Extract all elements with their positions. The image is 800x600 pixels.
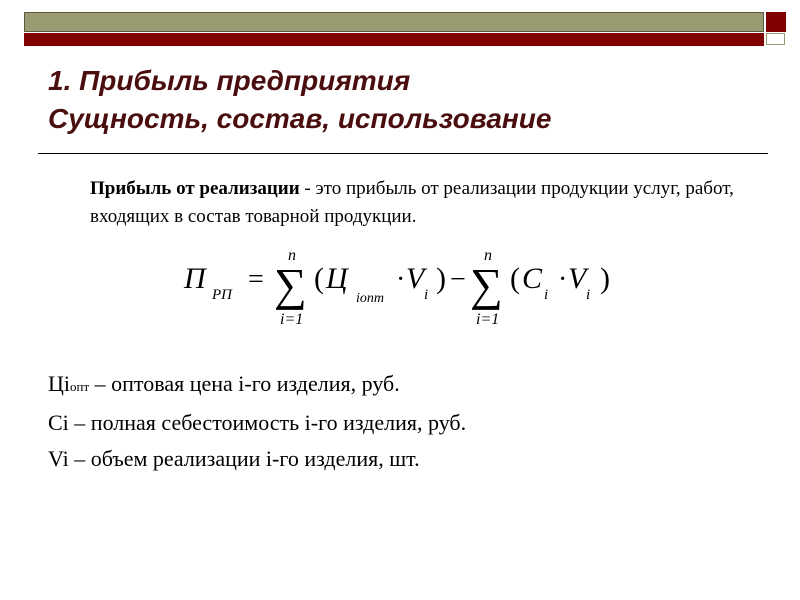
formula-close-paren-2: ) [600, 262, 610, 295]
legend-item-sales-volume [48, 441, 466, 477]
formula-svg [180, 244, 640, 332]
formula-sum2-lower: i=1 [476, 311, 500, 328]
formula-open-paren-1: ( [314, 262, 324, 295]
corner-square-white [766, 33, 785, 45]
formula-sum1-lower: i=1 [280, 311, 304, 328]
formula-volume-symbol-2: V [568, 262, 587, 295]
slide-title [48, 62, 551, 138]
header-bar-dark-red [24, 33, 764, 46]
legend-item-full-cost [48, 405, 466, 441]
definition-paragraph [90, 175, 750, 231]
legend-symbol: Vi [48, 446, 69, 471]
corner-square-red [766, 12, 786, 32]
legend-subscript: опт [70, 379, 90, 394]
legend-symbol: Сi [48, 410, 69, 435]
profit-formula [180, 244, 640, 332]
variable-legend [48, 366, 466, 477]
formula-price-symbol: Ц [326, 262, 348, 295]
formula-open-paren-2: ( [510, 262, 520, 295]
formula-lhs-subscript: РП [212, 287, 232, 303]
legend-text: – объем реализации i-го изделия, шт. [68, 446, 420, 471]
formula-lhs-symbol: П [184, 262, 206, 295]
slide-title-line2: Сущность, состав, использование [48, 103, 552, 134]
title-divider [38, 153, 768, 154]
formula-price-subscript: iопт [356, 291, 384, 306]
formula-cost-subscript: i [544, 287, 549, 303]
formula-sum2-upper: n [484, 247, 492, 264]
formula-volume-subscript-1: i [424, 287, 429, 303]
formula-sum1-sigma: ∑ [274, 259, 307, 310]
formula-equals: = [248, 264, 264, 295]
formula-close-paren-1: ) [436, 262, 446, 295]
legend-text: – полная себестоимость i-го изделия, руб. [68, 410, 467, 435]
slide-title-line1: 1. Прибыль предприятия [48, 65, 411, 96]
formula-dot-2: · [558, 264, 568, 295]
formula-volume-symbol-1: V [406, 262, 425, 295]
formula-sum2-sigma: ∑ [470, 259, 503, 310]
formula-minus: − [450, 264, 466, 295]
header-bar-olive [24, 12, 764, 32]
definition-text: - это прибыль от реализации продукции услуг, работ, входящих в состав товарной продукции. [90, 178, 734, 227]
formula-volume-subscript-2: i [586, 287, 591, 303]
formula-cost-symbol: C [522, 262, 543, 295]
legend-item-wholesale-price [48, 366, 466, 405]
legend-text: – оптовая цена i-го изделия, руб. [89, 371, 400, 396]
definition-term: Прибыль от реализации [90, 178, 300, 199]
formula-dot-1: · [396, 264, 406, 295]
formula-sum1-upper: n [288, 247, 296, 264]
legend-symbol: Ці [48, 371, 70, 396]
